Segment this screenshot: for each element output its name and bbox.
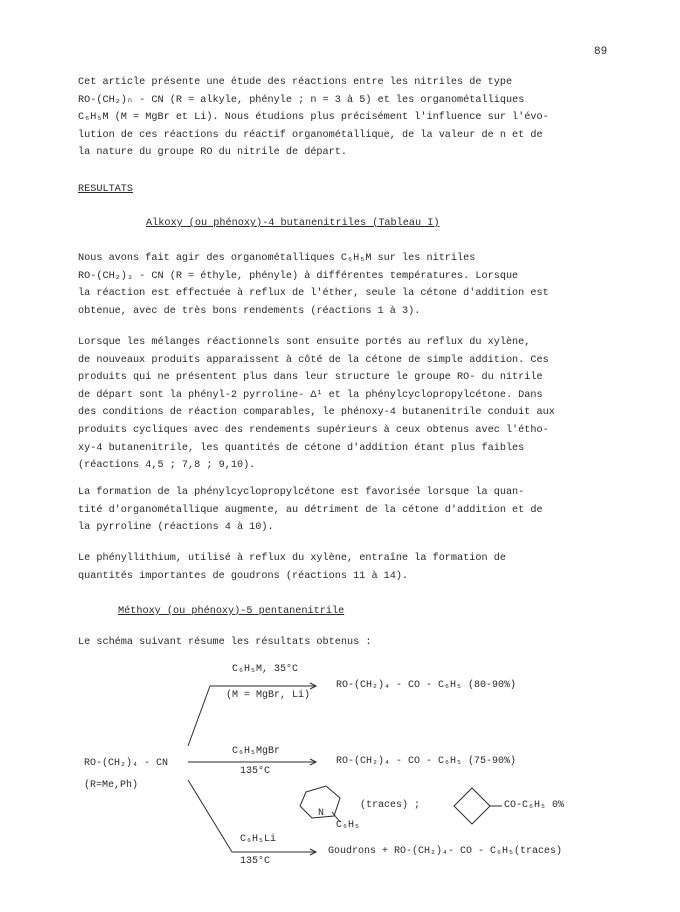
intro-line: lution de ces réactions du réactif organométallique, de la valeur de n et de: [78, 129, 543, 141]
branch-line-up: [188, 686, 210, 746]
product-2: RO-(CH₂)₄ - CO - C₆H₅ (75-90%): [336, 756, 517, 767]
reactant-note: (R=Me,Ph): [84, 780, 139, 791]
reagent-3: C₆H₅Li: [240, 834, 277, 845]
cyclobutyl-product: CO-C₆H₅ 0%: [504, 800, 565, 811]
section-title: RESULTATS: [78, 184, 134, 195]
reagent-3-condition: 135°C: [240, 856, 271, 867]
p4-line: quantités importantes de goudrons (réactions 11 à 14).: [78, 570, 409, 582]
reactant: RO-(CH₂)₄ - CN: [84, 758, 169, 769]
p2-line: des conditions de réaction comparables, le phénoxy-4 butanenitrile conduit aux: [78, 407, 555, 419]
reagent-1-condition: (M = MgBr, Li): [226, 690, 311, 701]
product-1: RO-(CH₂)₄ - CO - C₆H₅ (80-90%): [336, 680, 517, 691]
reagent-2: C₆H₅MgBr: [232, 746, 281, 757]
p2-line: produits cycliques avec des rendements supérieurs à ceux obtenus avec l'étho-: [78, 424, 549, 436]
p2-line: Lorsque les mélanges réactionnels sont ensuite portés au reflux du xylène,: [78, 337, 531, 348]
p2-line: (réactions 4,5 ; 7,8 ; 9,10).: [78, 460, 256, 472]
scheme-intro: Le schéma suivant résume les résultats obtenus :: [78, 637, 372, 648]
product-3: Goudrons + RO-(CH₂)₄- CO - C₆H₅(traces): [328, 846, 563, 857]
cyclobutyl-ring: [454, 788, 490, 824]
p1-line: obtenue, avec de très bons rendements (réactions 1 à 3).: [78, 305, 421, 317]
p2-line: de départ sont la phényl-2 pyrroline- Δ¹ et la phénylcyclopropylcétone. Dans: [78, 389, 543, 401]
p2-line: produits qui ne présentent plus dans leur structure le groupe RO- du nitrile: [78, 372, 543, 384]
p2-line: de nouveaux produits apparaissent à côté de la cétone de simple addition. Ces: [78, 354, 549, 366]
p3-line: la pyrroline (réactions 4 à 10).: [78, 522, 274, 534]
p2-line: xy-4 butanenitrile, les quantités de cétone d'addition étant plus faibles: [78, 442, 525, 454]
intro-line: RO-(CH₂)ₙ - CN (R = alkyle, phényle ; n = 3 à 5) et les organométalliques: [78, 94, 525, 106]
branch-line-down: [188, 780, 232, 852]
subsection-title-1: Alkoxy (ou phénoxy)-4 butanenitriles (Tableau I): [146, 218, 440, 229]
subsection-title-2: Méthoxy (ou phénoxy)-5 pentanenitrile: [118, 606, 345, 617]
page-number: 89: [594, 46, 608, 58]
traces-label: (traces) ;: [360, 800, 421, 811]
p1-line: la réaction est effectuée à reflux de l'éther, seule la cétone d'addition est: [78, 288, 549, 300]
intro-line: la nature du groupe RO du nitrile de départ.: [78, 147, 347, 159]
reagent-2-condition: 135°C: [240, 766, 271, 777]
p3-line: La formation de la phénylcyclopropylcétone est favorisée lorsque la quan-: [78, 487, 525, 498]
p1-line: RO-(CH₂)₃ - CN (R = éthyle, phényle) à différentes températures. Lorsque: [78, 270, 519, 282]
pyrroline-n-label: N: [318, 808, 325, 819]
pyrroline-substituent: C₆H₅: [336, 820, 361, 831]
p1-line: Nous avons fait agir des organométalliques C₆H₅M sur les nitriles: [78, 253, 476, 264]
reagent-1: C₆H₅M, 35°C: [232, 664, 299, 675]
intro-line: Cet article présente une étude des réactions entre les nitriles de type: [78, 77, 513, 88]
intro-line: C₆H₅M (M = MgBr et Li). Nous étudions plus précisément l'influence sur l'évo-: [78, 112, 549, 124]
p4-line: Le phényllithium, utilisé à reflux du xylène, entraîne la formation de: [78, 553, 506, 564]
p3-line: tité d'organométallique augmente, au détriment de la cétone d'addition et de: [78, 504, 543, 516]
